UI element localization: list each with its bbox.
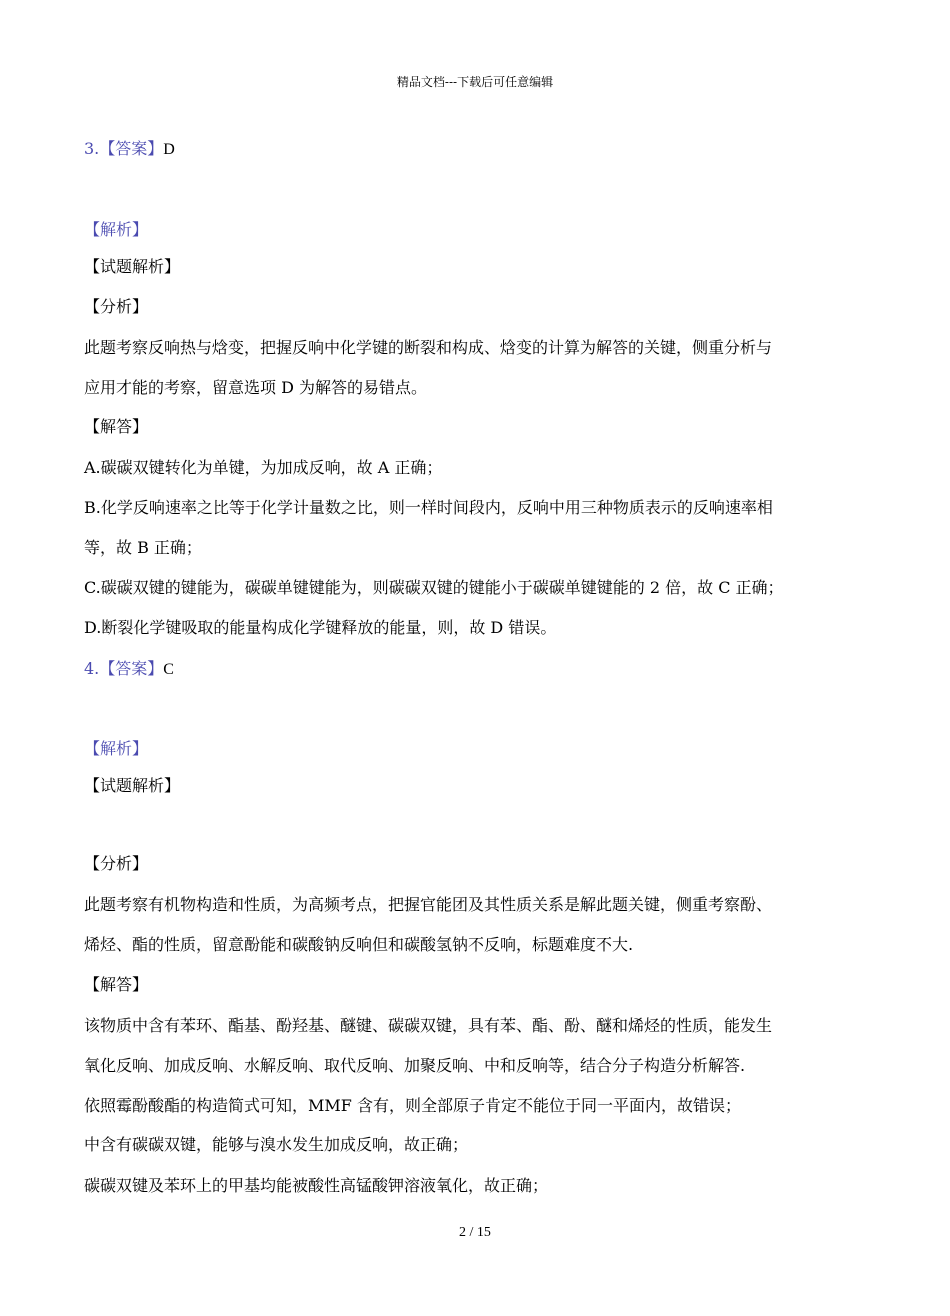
q3-answer-value: D xyxy=(163,141,175,158)
q3-jieda-line: B.化学反响速率之比等于化学计量数之比，则一样时间段内，反响中用三种物质表示的反响速率相 xyxy=(84,498,773,517)
q4-fenxi-line: 烯烃、酯的性质，留意酚能和碳酸钠反响但和碳酸氢钠不反响，标题难度不大. xyxy=(84,935,634,954)
q4-jieda-line: 氧化反响、加成反响、水解反响、取代反响、加聚反响、中和反响等，结合分子构造分析解答. xyxy=(84,1056,746,1075)
q3-jieda-line: A.碳碳双键转化为单键，为加成反响，故 A 正确； xyxy=(84,458,443,477)
page-header: 精品文档---下载后可任意编辑 xyxy=(396,75,554,89)
q3-jieda-tag: 【解答】 xyxy=(84,417,149,436)
q4-number: 4. xyxy=(84,659,100,678)
q3-jieda-line: 等，故 B 正确； xyxy=(84,538,202,557)
q4-fenxi-line: 此题考察有机物构造和性质，为高频考点，把握官能团及其性质关系是解此题关键，侧重考察酚、 xyxy=(84,895,773,914)
q4-answer-tag: 【答案】 xyxy=(99,659,164,678)
q3-jieda-line: C.碳碳双键的键能为，碳碳单键键能为，则碳碳双键的键能小于碳碳单键键能的 2 倍，故 C 正确； xyxy=(84,578,784,597)
q4-jieda-line: 碳碳双键及苯环上的甲基均能被酸性高锰酸钾溶液氧化，故正确； xyxy=(84,1176,549,1195)
q4-jieda-line: 该物质中含有苯环、酯基、酚羟基、醚键、碳碳双键，具有苯、酯、酚、醚和烯烃的性质，能发生 xyxy=(84,1016,773,1035)
q4-analysis-tag: 【解析】 xyxy=(84,739,149,758)
q4-answer-value: C xyxy=(163,661,174,678)
q3-trial-tag: 【试题解析】 xyxy=(84,257,181,276)
q3-fenxi-line: 此题考察反响热与焓变，把握反响中化学键的断裂和构成、焓变的计算为解答的关键，侧重分析与 xyxy=(84,338,773,357)
q4-jieda-line: 中含有碳碳双键，能够与溴水发生加成反响，故正确； xyxy=(84,1135,469,1154)
q4-trial-tag: 【试题解析】 xyxy=(84,776,181,795)
q4-answer-line xyxy=(84,658,874,681)
q3-analysis-tag: 【解析】 xyxy=(84,220,149,239)
q4-fenxi-tag: 【分析】 xyxy=(84,854,149,873)
q4-jieda-tag: 【解答】 xyxy=(84,975,149,994)
q3-fenxi-tag: 【分析】 xyxy=(84,297,149,316)
q3-answer-line xyxy=(84,138,874,161)
q3-number: 3. xyxy=(84,139,100,158)
q3-fenxi-line: 应用才能的考察，留意选项 D 为解答的易错点。 xyxy=(84,378,428,397)
q3-jieda-line: D.断裂化学键吸取的能量构成化学键释放的能量，则，故 D 错误。 xyxy=(84,618,557,637)
q3-answer-tag: 【答案】 xyxy=(99,139,164,158)
q4-jieda-line: 依照霉酚酸酯的构造简式可知，MMF 含有，则全部原子肯定不能位于同一平面内，故错误； xyxy=(84,1096,741,1115)
page-number: 2 / 15 xyxy=(459,1225,491,1240)
